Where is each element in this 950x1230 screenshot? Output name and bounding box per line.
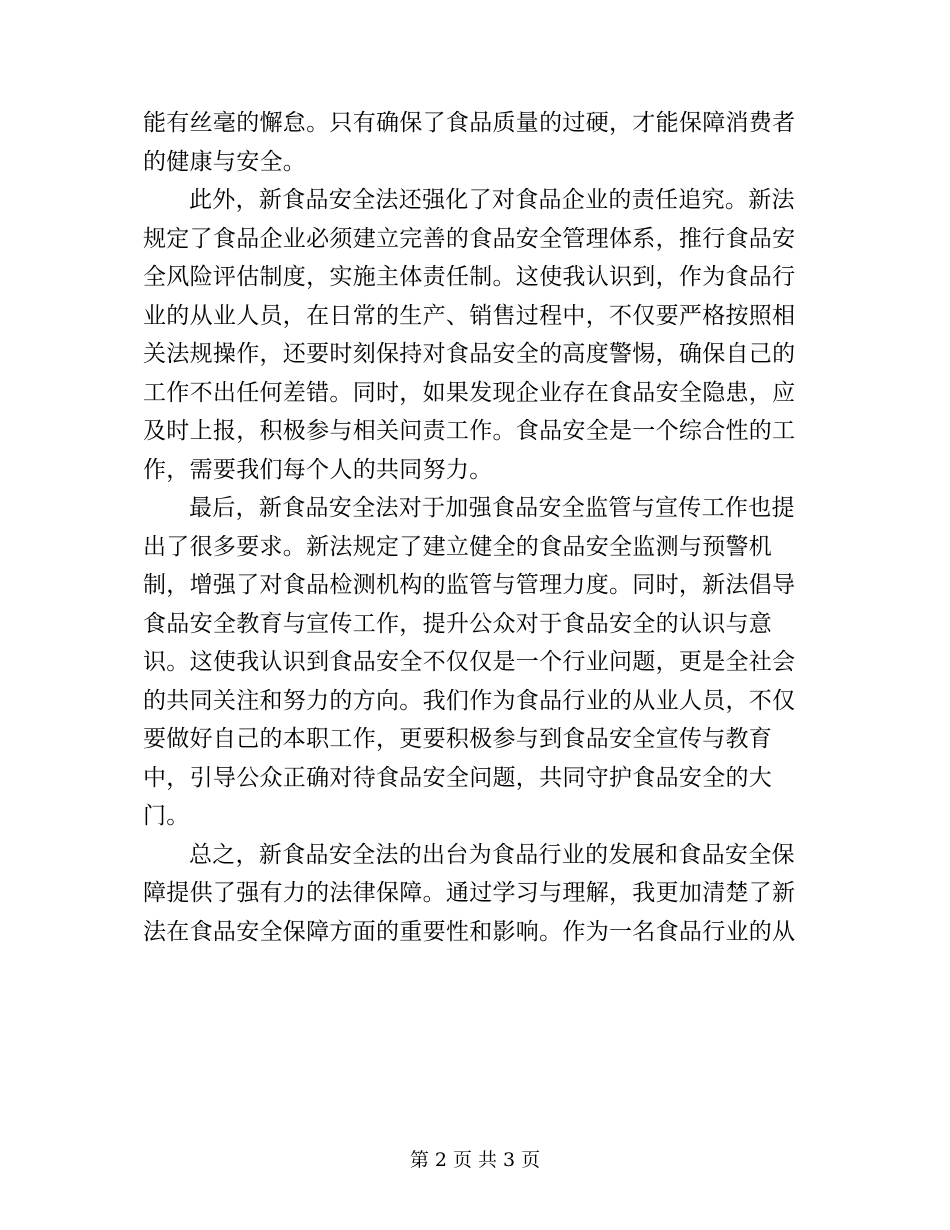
text-line: 全风险评估制度，实施主体责任制。这使我认识到，作为食品行 xyxy=(143,264,796,290)
text-line: 及时上报，积极参与相关问责工作。食品安全是一个综合性的工 xyxy=(143,418,796,444)
text-line: 工作不出任何差错。同时，如果发现企业存在食品安全隐患，应 xyxy=(143,379,796,406)
text-line: 的健康与安全。 xyxy=(143,148,307,175)
text-line: 关法规操作，还要时刻保持对食品安全的高度警惕，确保自己的 xyxy=(143,341,796,367)
text-line: 障提供了强有力的法律保障。通过学习与理解，我更加清楚了新 xyxy=(143,880,796,906)
paragraph-supervision xyxy=(143,489,813,836)
paragraph-responsibility xyxy=(143,181,813,489)
text-line: 此外，新食品安全法还强化了对食品企业的责任追究。新法 xyxy=(189,187,795,213)
text-line: 要做好自己的本职工作，更要积极参与到食品安全宣传与教育 xyxy=(143,726,773,752)
text-line: 法在食品安全保障方面的重要性和影响。作为一名食品行业的从 xyxy=(143,918,796,945)
page-number-footer: 第 2 页 共 3 页 xyxy=(409,1149,541,1171)
text-line: 能有丝毫的懈怠。只有确保了食品质量的过硬，才能保障消费者 xyxy=(143,110,796,136)
text-line: 出了很多要求。新法规定了建立健全的食品安全监测与预警机 xyxy=(143,533,773,560)
paragraph-conclusion xyxy=(143,836,813,952)
text-line: 识。这使我认识到食品安全不仅仅是一个行业问题，更是全社会 xyxy=(143,649,796,675)
text-line: 规定了食品企业必须建立完善的食品安全管理体系，推行食品安 xyxy=(143,225,796,252)
paragraph-continuation xyxy=(143,104,813,181)
text-line: 总之，新食品安全法的出台为食品行业的发展和食品安全保 xyxy=(189,841,795,868)
text-line: 门。 xyxy=(143,803,190,829)
text-line: 业的从业人员，在日常的生产、销售过程中，不仅要严格按照相 xyxy=(143,302,796,329)
text-line: 中，引导公众正确对待食品安全问题，共同守护食品安全的大 xyxy=(143,764,773,791)
body-text xyxy=(143,104,813,951)
text-line: 作，需要我们每个人的共同努力。 xyxy=(143,456,493,483)
text-line: 制，增强了对食品检测机构的监管与管理力度。同时，新法倡导 xyxy=(143,572,796,598)
text-line: 食品安全教育与宣传工作，提升公众对于食品安全的认识与意 xyxy=(143,610,773,637)
text-line: 最后，新食品安全法对于加强食品安全监管与宣传工作也提 xyxy=(189,495,795,521)
text-line: 的共同关注和努力的方向。我们作为食品行业的从业人员，不仅 xyxy=(143,687,796,714)
